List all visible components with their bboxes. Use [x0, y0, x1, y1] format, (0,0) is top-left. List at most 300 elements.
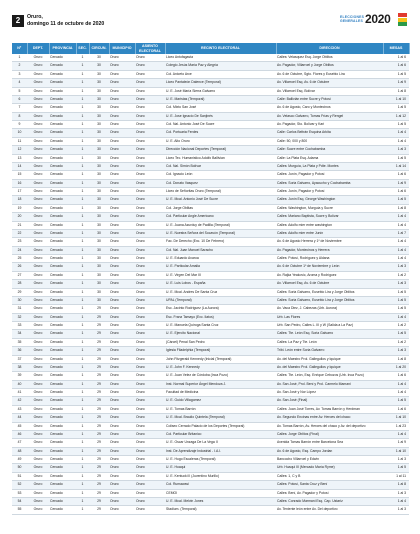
table-cell: Oruro — [27, 305, 49, 313]
table-cell: 1 al 6 — [383, 405, 409, 413]
table-cell: 29 — [89, 414, 109, 422]
table-cell: Oruro — [135, 305, 165, 313]
table-cell: Oruro — [27, 154, 49, 162]
table-cell: Oruro — [27, 422, 49, 430]
table-row — [12, 313, 409, 321]
table-cell: Urb. San Pedro, Calles L. III y W (Salida a La Paz) — [276, 322, 383, 330]
table-cell: Cercado — [49, 112, 76, 120]
table-cell: 1 al 5 — [383, 305, 409, 313]
header-department: Oruro, — [27, 14, 43, 20]
table-cell: 29 — [89, 338, 109, 346]
table-cell: Oruro — [109, 79, 135, 87]
table-row — [12, 439, 409, 447]
table-cell: 1 — [76, 347, 89, 355]
table-cell: 1 al 5 — [383, 397, 409, 405]
table-cell: 1 — [76, 372, 89, 380]
table-cell: Oruro — [135, 389, 165, 397]
table-cell: Av. 6 de Octubre 1º de Noviembre y León — [276, 263, 383, 271]
table-cell: Cercado — [49, 414, 76, 422]
table-cell: Cercado — [49, 439, 76, 447]
table-cell: Av. San José, Prol. Bení y Prol. Carmelo Mamani — [276, 380, 383, 388]
table-cell: 29 — [89, 372, 109, 380]
table-row — [12, 380, 409, 388]
table-cell: 1 al 5 — [383, 296, 409, 304]
table-cell: Oruro — [109, 171, 135, 179]
table-cell: 30 — [89, 146, 109, 154]
column-header: DIRECCION — [276, 43, 383, 54]
table-cell: Oruro — [135, 439, 165, 447]
table-cell: 1 al 2 — [383, 338, 409, 346]
table-cell: Cercado — [49, 154, 76, 162]
table-cell: Oruro — [109, 372, 135, 380]
table-cell: 32 — [12, 313, 27, 321]
table-cell: Oruro — [135, 129, 165, 137]
table-cell: 1 — [76, 121, 89, 129]
table-cell: Oruro — [135, 196, 165, 204]
table-cell: 23 — [12, 238, 27, 246]
table-row — [12, 347, 409, 355]
table-cell: 30 — [89, 229, 109, 237]
column-header: Nº — [12, 43, 27, 54]
table-cell: 34 — [12, 330, 27, 338]
table-row — [12, 263, 409, 271]
table-cell: John Fitzgerald Kennedy (Inicial (Temporal) — [165, 355, 276, 363]
table-cell: Oruro — [135, 405, 165, 413]
table-cell: Oruro — [135, 330, 165, 338]
table-cell: 29 — [89, 447, 109, 455]
table-cell: 1 al 4 — [383, 497, 409, 505]
table-cell: 29 — [89, 363, 109, 371]
table-cell: Oruro — [109, 246, 135, 254]
table-cell: Col. Particular Angle Americano — [165, 213, 276, 221]
table-cell: 1 al 10 — [383, 414, 409, 422]
table-cell: Oruro — [135, 104, 165, 112]
table-cell: Oruro — [109, 263, 135, 271]
table-cell: Oruro — [27, 171, 49, 179]
table-cell: 1 al 4 — [383, 313, 409, 321]
table-cell: 41 — [12, 389, 27, 397]
table-cell: Oruro — [109, 188, 135, 196]
table-cell: U. E. Maristas (Temporal) — [165, 95, 276, 103]
table-cell: Oruro — [135, 238, 165, 246]
table-cell: 30 — [89, 188, 109, 196]
column-header: MESAS — [383, 43, 409, 54]
table-cell: Oruro — [27, 497, 49, 505]
table-cell: 1 — [76, 112, 89, 120]
table-cell: Oruro — [109, 472, 135, 480]
table-cell: Oruro — [135, 213, 165, 221]
table-cell: 1 — [76, 137, 89, 145]
table-cell: Oruro — [27, 380, 49, 388]
table-cell: Cercado — [49, 405, 76, 413]
table-cell: 1 — [76, 506, 89, 514]
table-cell: 7 — [12, 104, 27, 112]
table-cell: 1 — [76, 62, 89, 70]
table-cell: Oruro — [27, 246, 49, 254]
table-cell: Calle: 50, 000 y 800 — [276, 137, 383, 145]
table-cell: 12 — [12, 146, 27, 154]
table-row — [12, 255, 409, 263]
table-cell: 30 — [89, 112, 109, 120]
table-cell: 11 — [12, 137, 27, 145]
table-cell: 1 al 2 — [383, 271, 409, 279]
table-cell: Av. Teniente león entre Av. Del deportivo — [276, 506, 383, 514]
table-cell: Cercado — [49, 288, 76, 296]
table-cell: Cercado — [49, 137, 76, 145]
table-cell: Oruro — [109, 95, 135, 103]
table-cell: Calles: Junín Esq. George Washington — [276, 196, 383, 204]
table-cell: 1 al 6 — [383, 62, 409, 70]
table-cell: Oruro — [135, 414, 165, 422]
table-cell: Oruro — [109, 87, 135, 95]
table-cell: Av. del Maestro Prol. Gallegullos y Iquique — [276, 363, 383, 371]
table-row — [12, 447, 409, 455]
table-row — [12, 146, 409, 154]
table-cell: 46 — [12, 430, 27, 438]
table-cell: U. E. Tomas Barrón — [165, 405, 276, 413]
table-cell: Cercado — [49, 188, 76, 196]
table-cell: Oruro — [135, 464, 165, 472]
table-cell: Calle: Carlos Beltrán Esquina Arkita — [276, 129, 383, 137]
table-cell: 1 al 4 — [383, 380, 409, 388]
table-cell: 1 al 2 — [383, 322, 409, 330]
table-cell: 1 — [76, 213, 89, 221]
table-row — [12, 95, 409, 103]
table-cell: Oruro — [27, 229, 49, 237]
table-cell: Cercado — [49, 62, 76, 70]
table-cell: Cercado — [49, 347, 76, 355]
table-cell: Cercado — [49, 196, 76, 204]
table-cell: 30 — [89, 263, 109, 271]
table-cell: 1 — [76, 355, 89, 363]
table-cell: 1 — [76, 489, 89, 497]
table-cell: 26 — [12, 263, 27, 271]
table-cell: 1 al 4 — [383, 137, 409, 145]
table-row — [12, 221, 409, 229]
table-cell: Calles: Soria Galvarro, Eusebio Lira y Jorge Oblitos — [276, 288, 383, 296]
table-cell: 28 — [12, 280, 27, 288]
table-cell: Calles: La Paz y Tte. León — [276, 338, 383, 346]
table-cell: Oruro — [109, 154, 135, 162]
polling-stations-table-wrapper — [12, 43, 409, 515]
table-cell: 1 al 3 — [383, 146, 409, 154]
table-cell: Calles: Mariano Baptista, Sucre y Bolívar — [276, 213, 383, 221]
table-cell: Col. Jorge Oblitas — [165, 204, 276, 212]
table-cell: 50 — [12, 464, 27, 472]
table-cell: Oruro — [109, 255, 135, 263]
table-cell: Av. Segundo Encinas entre Av. Heroes del chaco — [276, 414, 383, 422]
table-cell: Col. Nal. Juan Manuel Saracho — [165, 246, 276, 254]
table-cell: 30 — [89, 213, 109, 221]
table-cell: U. E. Nuestra Señora del Socavón (Temporal) — [165, 229, 276, 237]
table-row — [12, 87, 409, 95]
table-cell: Oruro — [27, 146, 49, 154]
table-cell: 1 — [76, 439, 89, 447]
table-cell: 1 — [76, 464, 89, 472]
table-cell: 29 — [89, 322, 109, 330]
table-cell: Oruro — [27, 430, 49, 438]
table-cell: 44 — [12, 414, 27, 422]
table-cell: Col. Nal. Antonio José De Sucre — [165, 121, 276, 129]
table-cell: Oruro — [109, 397, 135, 405]
table-cell: 1 — [76, 87, 89, 95]
table-cell: Oruro — [109, 196, 135, 204]
table-row — [12, 154, 409, 162]
table-cell: Oruro — [109, 430, 135, 438]
table-cell: 1 — [76, 422, 89, 430]
table-cell: 1 al 6 — [383, 372, 409, 380]
table-cell: Oruro — [135, 70, 165, 78]
table-cell: U. E. Particular Amalia — [165, 263, 276, 271]
table-cell: Av. del Maestro Prol. Gallegullos y Iquique — [276, 355, 383, 363]
table-cell: Oruro — [135, 146, 165, 154]
table-cell: Calles: Tte. León Esq. Soria Galvarro — [276, 330, 383, 338]
table-row — [12, 389, 409, 397]
table-cell: 1 — [76, 129, 89, 137]
table-cell: Av. San José (Final) — [276, 397, 383, 405]
table-cell: 1 — [76, 405, 89, 413]
table-cell: U. E. Juan Velez de Córdoba (Inca Pozo) — [165, 372, 276, 380]
table-cell: 13 — [12, 154, 27, 162]
table-cell: Oruro — [109, 162, 135, 170]
table-cell: Oruro — [27, 263, 49, 271]
table-cell: 30 — [89, 95, 109, 103]
table-cell: Col. Ignacio León — [165, 171, 276, 179]
table-cell: Oruro — [109, 481, 135, 489]
table-cell: 30 — [89, 70, 109, 78]
header-date: domingo 11 de octubre de 2020 — [27, 20, 105, 27]
table-cell: 18 — [12, 196, 27, 204]
table-cell: U. E. Hugo Escaleras (Temporal) — [165, 456, 276, 464]
table-cell: Oruro — [109, 305, 135, 313]
table-cell: Oruro — [135, 171, 165, 179]
table-row — [12, 70, 409, 78]
table-cell: 1 al 4 — [383, 430, 409, 438]
table-row — [12, 196, 409, 204]
table-cell: 1 al 5 — [383, 70, 409, 78]
table-cell: 29 — [89, 439, 109, 447]
table-cell: Oruro — [109, 330, 135, 338]
table-cell: Calles: Junín, Pagador y Potosí — [276, 171, 383, 179]
table-cell: 1 al 10 — [383, 95, 409, 103]
table-cell: 19 — [12, 204, 27, 212]
table-cell: 1 al 20 — [383, 363, 409, 371]
table-cell: 29 — [89, 456, 109, 464]
table-cell: 1 al 4 — [383, 221, 409, 229]
table-cell: Oruro — [27, 363, 49, 371]
table-cell: 1 al 8 — [383, 355, 409, 363]
table-cell: Oruro — [109, 322, 135, 330]
table-cell: Oruro — [109, 389, 135, 397]
table-header-row — [12, 43, 409, 54]
table-cell: Cercado — [49, 472, 76, 480]
table-row — [12, 137, 409, 145]
table-row — [12, 497, 409, 505]
table-cell: Cercado — [49, 497, 76, 505]
table-row — [12, 405, 409, 413]
table-cell: Oruro — [27, 188, 49, 196]
table-cell: Oruro — [135, 380, 165, 388]
table-cell: 30 — [12, 296, 27, 304]
table-cell: Oruro — [27, 54, 49, 62]
table-cell: Cercado — [49, 489, 76, 497]
table-cell: Calles: Adolfo mier entre washington — [276, 221, 383, 229]
table-cell: Calles: Bení, Av. Pagador y Potosí — [276, 489, 383, 497]
table-cell: 30 — [89, 255, 109, 263]
table-cell: 47 — [12, 439, 27, 447]
table-cell: Oruro — [109, 213, 135, 221]
table-cell: 36 — [12, 347, 27, 355]
column-header: PROVINCIA — [49, 43, 76, 54]
table-cell: Oruro — [27, 271, 49, 279]
table-cell: 48 — [12, 447, 27, 455]
table-cell: 1 — [76, 322, 89, 330]
table-cell: Col. Donato Vasquez — [165, 179, 276, 187]
table-cell: Oruro — [109, 146, 135, 154]
logo-bar-green — [398, 22, 407, 26]
table-cell: Oruro — [135, 221, 165, 229]
table-cell: Oruro — [27, 213, 49, 221]
table-cell: Calles: Washington, Murguía y Sucre — [276, 204, 383, 212]
table-cell: Oruro — [109, 121, 135, 129]
table-row — [12, 472, 409, 480]
table-cell: 1 al 3 — [383, 280, 409, 288]
table-cell: Calles: Junín, Pagador y Potosí — [276, 188, 383, 196]
table-cell: Oruro — [27, 62, 49, 70]
table-cell: Oruro — [109, 296, 135, 304]
table-cell: (Cárcel) Penal San Pedro — [165, 338, 276, 346]
table-cell: 45 — [12, 422, 27, 430]
table-cell: 30 — [89, 137, 109, 145]
table-cell: Oruro — [27, 355, 49, 363]
table-cell: Oruro — [135, 79, 165, 87]
table-row — [12, 363, 409, 371]
table-cell: Oruro — [135, 288, 165, 296]
table-cell: 14 — [12, 162, 27, 170]
table-row — [12, 79, 409, 87]
table-cell: 1 al 8 — [383, 204, 409, 212]
table-cell: Oruro — [135, 489, 165, 497]
table-row — [12, 322, 409, 330]
table-cell: Oruro — [27, 255, 49, 263]
table-cell: Col. Portuaria Ferdes — [165, 129, 276, 137]
table-cell: Calles: Juan José Torres, Av. Tomas Barrón y Herdman — [276, 405, 383, 413]
table-cell: Cercado — [49, 280, 76, 288]
table-cell: Cercado — [49, 313, 76, 321]
table-cell: Oruro — [27, 389, 49, 397]
table-cell: 1 — [76, 196, 89, 204]
table-cell: 4 — [12, 79, 27, 87]
table-cell: Oruro — [135, 347, 165, 355]
table-cell: Calles: Potosí, Rodríguez y Aldana — [276, 255, 383, 263]
table-cell: 1 — [76, 229, 89, 237]
table-cell: 1 — [76, 271, 89, 279]
table-cell: Oruro — [135, 363, 165, 371]
table-cell: Col. Aniceto Arce — [165, 70, 276, 78]
table-cell: Oruro — [135, 397, 165, 405]
table-cell: Oruro — [109, 422, 135, 430]
table-cell: 30 — [89, 280, 109, 288]
table-cell: Av. 6 de Agosto, Caro y Montecinos — [276, 104, 383, 112]
table-cell: U. E. Kentucki II (Juventino Murillo) — [165, 472, 276, 480]
table-cell: 25 — [12, 255, 27, 263]
table-cell: 30 — [89, 288, 109, 296]
table-cell: Oruro — [27, 322, 49, 330]
table-cell: 1 al 11 — [383, 472, 409, 480]
page-header — [0, 0, 420, 30]
table-cell: Cercado — [49, 54, 76, 62]
table-cell: U. E. Mcal. Andres De Santa Cruz — [165, 288, 276, 296]
table-row — [12, 188, 409, 196]
table-cell: Urb. Huaqui III (Mercado María Ryme) — [276, 464, 383, 472]
table-cell: Calle: Sucre entre Cochabamba — [276, 146, 383, 154]
table-cell: Oruro — [109, 238, 135, 246]
table-cell: 1 — [76, 95, 89, 103]
table-cell: Oruro — [109, 405, 135, 413]
table-cell: Cercado — [49, 87, 76, 95]
table-cell: Oruro — [109, 338, 135, 346]
table-cell: Oruro — [27, 104, 49, 112]
table-cell: 9 — [12, 121, 27, 129]
table-row — [12, 229, 409, 237]
table-cell: 1 al 5 — [383, 154, 409, 162]
table-cell: 29 — [89, 330, 109, 338]
table-row — [12, 372, 409, 380]
table-cell: Cercado — [49, 171, 76, 179]
table-cell: 1 al 9 — [383, 179, 409, 187]
table-cell: 33 — [12, 322, 27, 330]
table-cell: 1 al 3 — [383, 489, 409, 497]
table-row — [12, 104, 409, 112]
table-cell: 51 — [12, 472, 27, 480]
table-cell: Oruro — [109, 363, 135, 371]
table-cell: Oruro — [135, 481, 165, 489]
table-row — [12, 489, 409, 497]
table-row — [12, 238, 409, 246]
table-cell: 1 — [76, 472, 89, 480]
table-row — [12, 296, 409, 304]
table-cell: Oruro — [27, 313, 49, 321]
table-row — [12, 112, 409, 120]
table-cell: 29 — [89, 497, 109, 505]
table-cell: 35 — [12, 338, 27, 346]
table-cell: 1 — [76, 79, 89, 87]
table-cell: Avenida Tomas Barrón entre Barcelona Sea — [276, 439, 383, 447]
table-cell: Calle: Ballivián entre Sucre y Potosí — [276, 95, 383, 103]
table-cell: U. E. José María Sierra Galvarro — [165, 87, 276, 95]
table-cell: Av. Pagador, Villarroel y Jorge Oblitos — [276, 62, 383, 70]
table-cell: U. E. Oscar Unzaga De La Vega II — [165, 439, 276, 447]
table-cell: Oruro — [135, 280, 165, 288]
table-cell: Oruro — [135, 95, 165, 103]
table-cell: Liceo Antofagasta — [165, 54, 276, 62]
logo-bar-yellow — [398, 18, 407, 22]
table-cell: Oruro — [27, 472, 49, 480]
table-cell: 29 — [89, 464, 109, 472]
table-cell: 1 — [76, 430, 89, 438]
table-cell: 1 — [76, 146, 89, 154]
table-cell: Cercado — [49, 389, 76, 397]
table-cell: 1 al 7 — [383, 229, 409, 237]
table-row — [12, 430, 409, 438]
table-cell: 30 — [89, 271, 109, 279]
table-cell: U. E. Virgen Del Mar III — [165, 271, 276, 279]
table-cell: 1 — [12, 54, 27, 62]
table-cell: 27 — [12, 271, 27, 279]
table-cell: Dirección Nacional Deportes (Temporal) — [165, 146, 276, 154]
table-row — [12, 422, 409, 430]
table-cell: 53 — [12, 489, 27, 497]
